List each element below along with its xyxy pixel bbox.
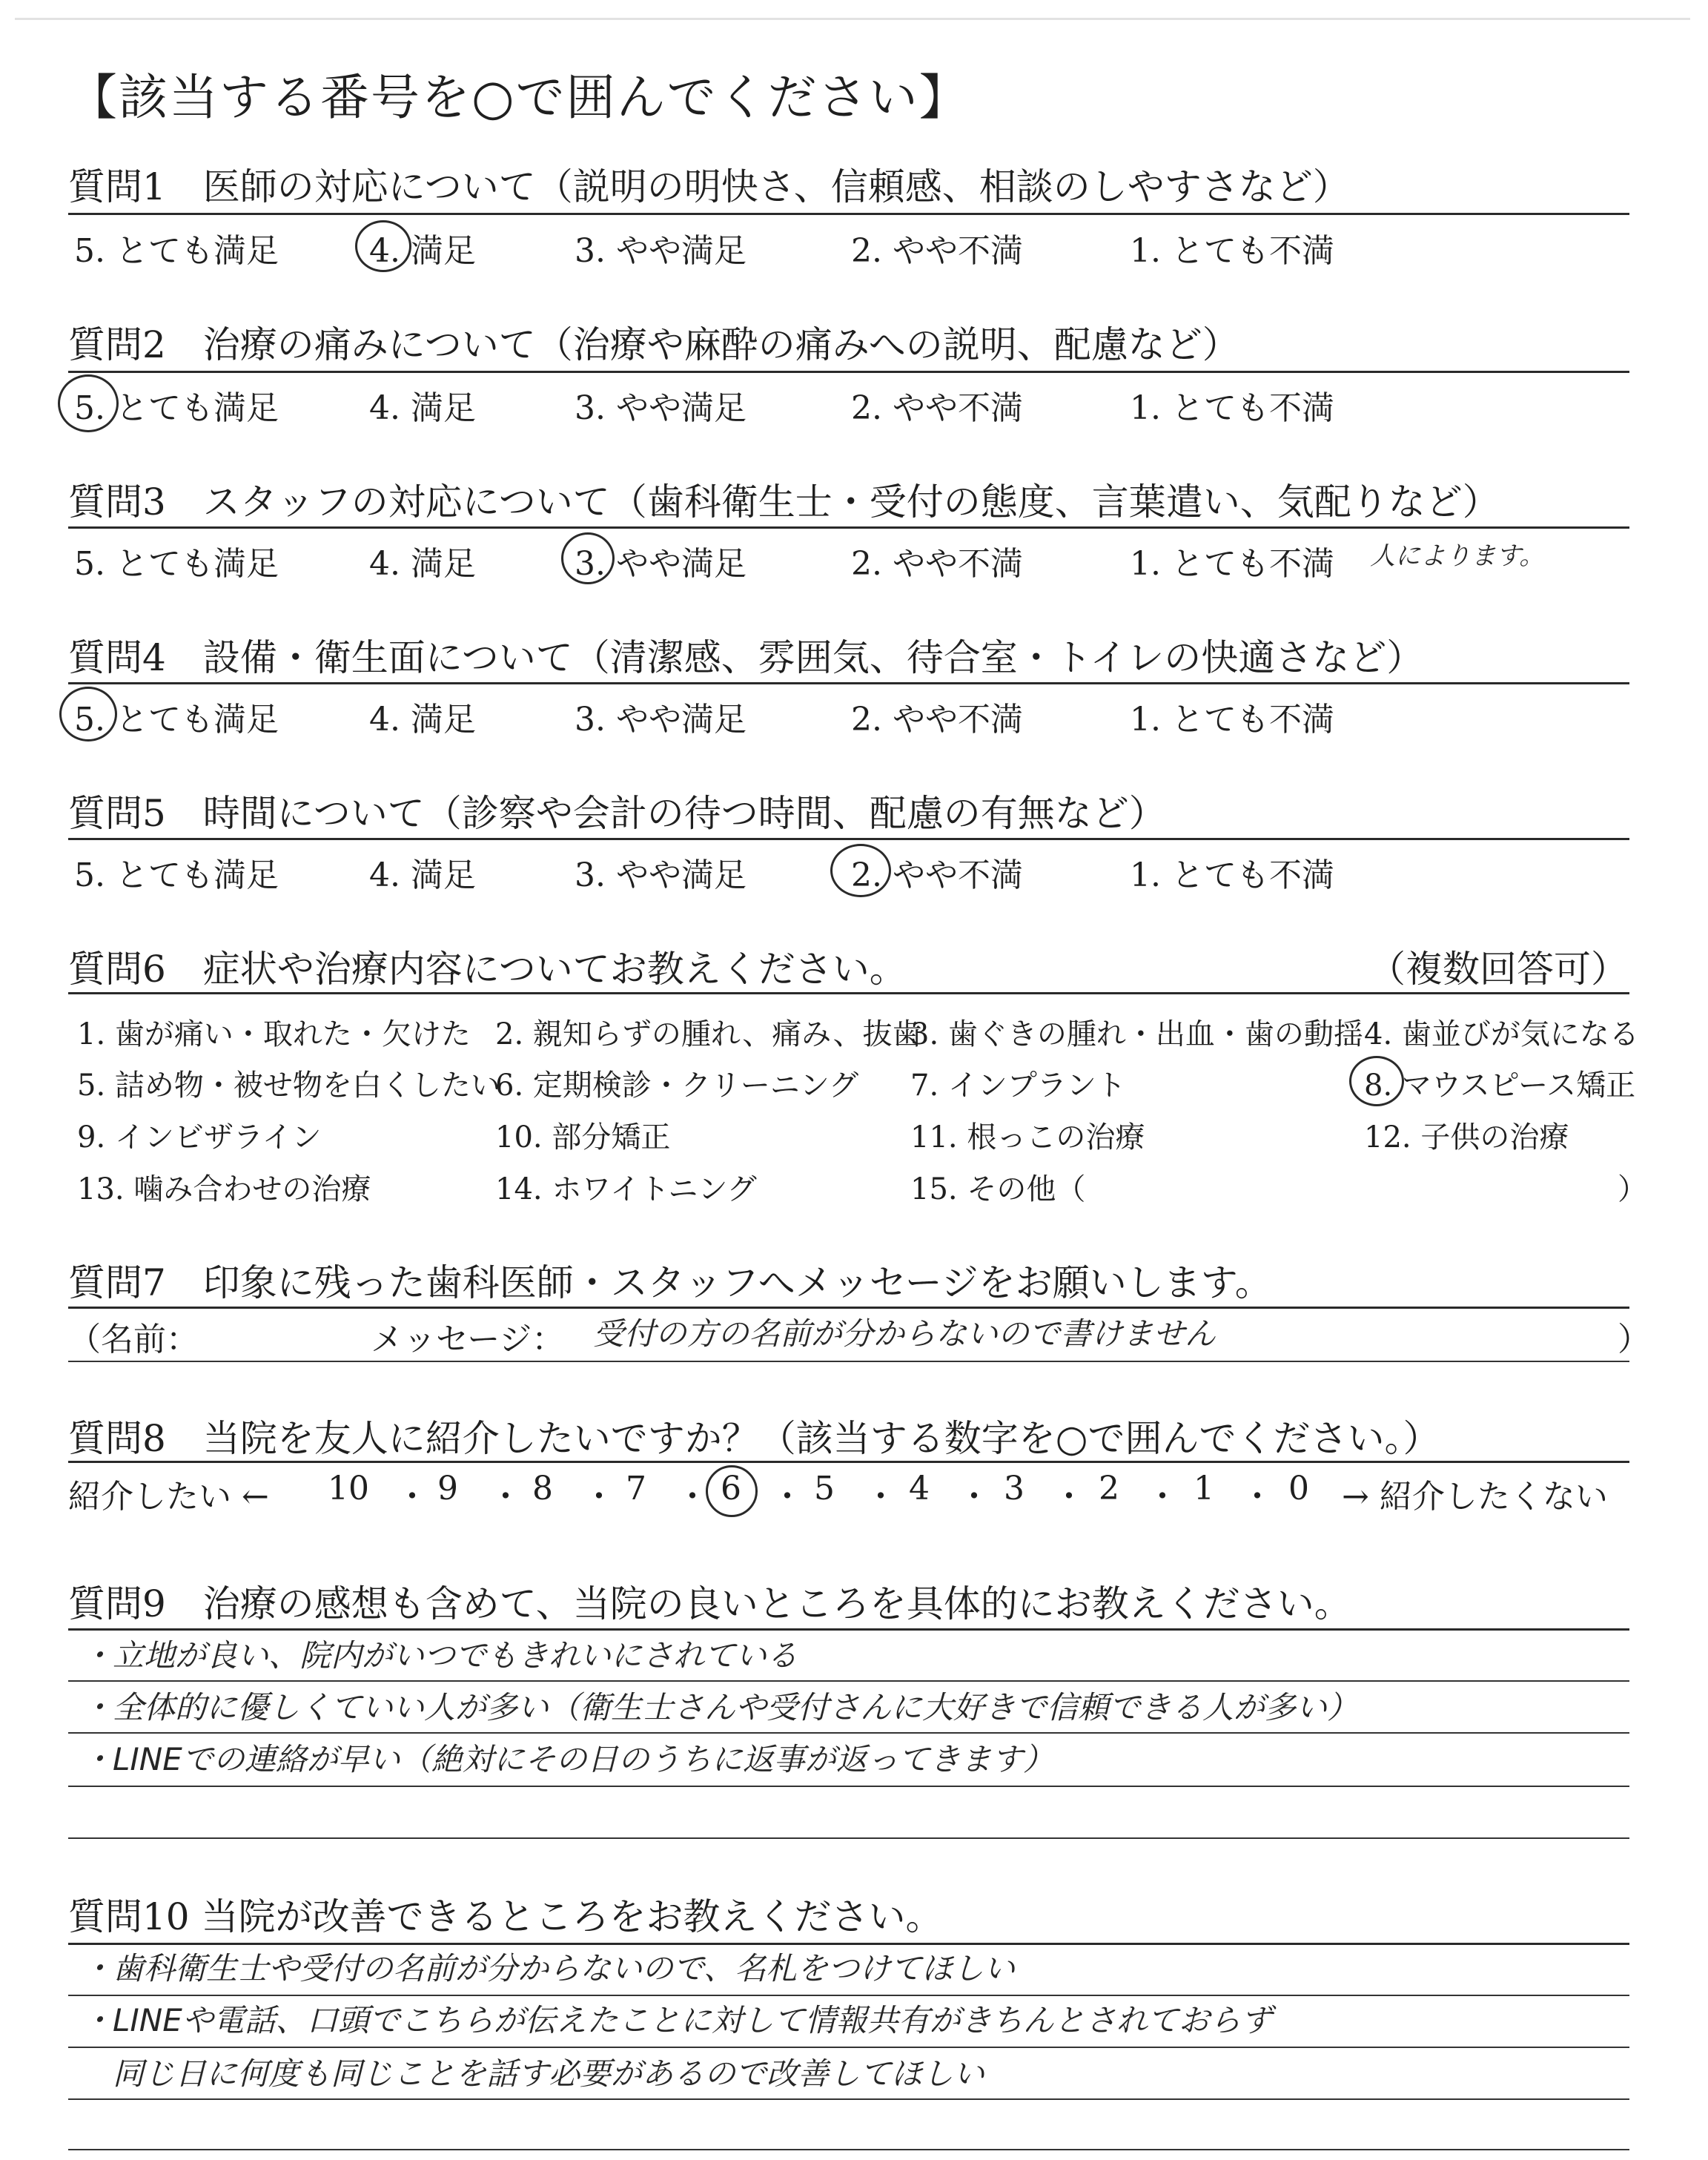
q9-line-rule [68, 1680, 1629, 1682]
q1-rule [68, 213, 1629, 215]
q2-title: 質問2 治療の痛みについて（治療や麻酔の痛みへの説明、配慮など） [68, 323, 1239, 366]
q9-rule [68, 1628, 1629, 1631]
q8-dot: ・ [958, 1478, 990, 1516]
q6-option-1[interactable]: 1. 歯が痛い・取れた・欠けた [77, 1017, 471, 1051]
q7-title: 質問7 印象に残った歯科医師・スタッフへメッセージをお願いします。 [68, 1261, 1272, 1304]
q2-selection-circle [58, 374, 119, 432]
q2-option-1[interactable]: 1. とても不満 [1130, 389, 1334, 427]
q6-option-15[interactable]: 15. その他（ [910, 1172, 1086, 1206]
q6-option-11[interactable]: 11. 根っこの治療 [910, 1120, 1145, 1155]
q1-option-5[interactable]: 5. とても満足 [74, 232, 279, 270]
q6-option-3[interactable]: 3. 歯ぐきの腫れ・出血・歯の動揺 [910, 1017, 1363, 1051]
q8-dot: ・ [489, 1478, 522, 1516]
q8-dot: ・ [864, 1478, 897, 1516]
q9-line-rule [68, 1786, 1629, 1787]
q3-option-1[interactable]: 1. とても不満 [1130, 545, 1334, 583]
q8-title: 質問8 当院を友人に紹介したいですか？（該当する数字を○で囲んでください。） [68, 1417, 1440, 1460]
q10-answer-line-1[interactable]: ・歯科衛生士や受付の名前が分からないので、名札をつけてほしい [82, 1950, 1016, 1986]
q8-dot: ・ [1053, 1478, 1085, 1516]
q6-option-9[interactable]: 9. インビザライン [77, 1120, 322, 1155]
q10-line-rule [68, 2149, 1629, 2150]
q8-scale-6[interactable]: 6 [721, 1470, 741, 1507]
q8-scale-9[interactable]: 9 [437, 1470, 458, 1507]
q6-option-13[interactable]: 13. 噛み合わせの治療 [77, 1172, 371, 1206]
q9-line-rule [68, 1837, 1629, 1839]
q8-scale-1[interactable]: 1 [1194, 1470, 1214, 1507]
q7-message-text[interactable]: 受付の方の名前が分からないので書けません [593, 1315, 1217, 1352]
q6-option-15-close: ） [1618, 1172, 1647, 1206]
q8-scale-10[interactable]: 10 [328, 1470, 369, 1507]
q6-option-2[interactable]: 2. 親知らずの腫れ、痛み、抜歯 [495, 1017, 922, 1051]
q1-option-4[interactable]: 4. 満足 [369, 232, 476, 270]
q4-option-4[interactable]: 4. 満足 [369, 701, 476, 739]
q3-option-4[interactable]: 4. 満足 [369, 545, 476, 583]
q8-scale-8[interactable]: 8 [532, 1470, 553, 1507]
q1-option-2[interactable]: 2. やや不満 [851, 232, 1023, 270]
q5-option-2[interactable]: 2. やや不満 [851, 856, 1023, 894]
q4-title: 質問4 設備・衛生面について（清潔感、雰囲気、待合室・トイレの快適さなど） [68, 636, 1424, 679]
q3-option-5[interactable]: 5. とても満足 [74, 545, 279, 583]
q1-option-3[interactable]: 3. やや満足 [575, 232, 747, 270]
q6-option-6[interactable]: 6. 定期検診・クリーニング [495, 1069, 859, 1103]
q5-option-5[interactable]: 5. とても満足 [74, 856, 279, 894]
q7-rule [68, 1307, 1629, 1309]
q6-rule [68, 992, 1629, 994]
q10-answer-line-2[interactable]: ・LINEや電話、口頭でこちらが伝えたことに対して情報共有がきちんとされておらず [82, 2002, 1272, 2038]
q9-answer-line-1[interactable]: ・立地が良い、院内がいつでもきれいにされている [82, 1637, 798, 1674]
q6-option-10[interactable]: 10. 部分矯正 [495, 1120, 671, 1155]
q8-scale-5[interactable]: 5 [814, 1470, 835, 1507]
q6-option-4[interactable]: 4. 歯並びが気になる [1364, 1017, 1639, 1051]
q1-selection-circle [355, 220, 411, 272]
q5-option-3[interactable]: 3. やや満足 [575, 856, 747, 894]
q10-answer-line-3[interactable]: 同じ日に何度も同じことを話す必要があるので改善してほしい [82, 2055, 985, 2092]
q9-title: 質問9 治療の感想も含めて、当院の良いところを具体的にお教えください。 [68, 1582, 1351, 1625]
q8-selection-circle [706, 1465, 758, 1517]
q3-handwritten-note: 人によります。 [1370, 541, 1545, 571]
q1-title: 質問1 医師の対応について（説明の明快さ、信頼感、相談のしやすさなど） [68, 165, 1350, 208]
q4-option-3[interactable]: 3. やや満足 [575, 701, 747, 739]
q9-answer-line-3[interactable]: ・LINEでの連絡が早い（絶対にその日のうちに返事が返ってきます） [82, 1741, 1054, 1777]
q6-option-8[interactable]: 8. マウスピース矯正 [1364, 1069, 1636, 1103]
q8-rule [68, 1461, 1629, 1463]
q3-title: 質問3 スタッフの対応について（歯科衛生士・受付の態度、言葉遣い、気配りなど） [68, 480, 1500, 524]
q8-dot: ・ [771, 1478, 804, 1516]
q8-scale-4[interactable]: 4 [909, 1470, 930, 1507]
q3-selection-circle [561, 532, 615, 584]
q8-left-label: 紹介したい ← [68, 1478, 269, 1516]
q5-option-4[interactable]: 4. 満足 [369, 856, 476, 894]
q2-option-2[interactable]: 2. やや不満 [851, 389, 1023, 427]
q8-dot: ・ [1241, 1478, 1274, 1516]
page-title: 【該当する番号を○で囲んでください】 [68, 69, 970, 126]
q8-dot: ・ [1146, 1478, 1179, 1516]
q5-selection-circle [830, 844, 891, 897]
q2-rule [68, 371, 1629, 373]
q4-option-5[interactable]: 5. とても満足 [74, 701, 279, 739]
q10-line-rule [68, 2047, 1629, 2048]
q4-selection-circle [59, 687, 117, 742]
q2-option-4[interactable]: 4. 満足 [369, 389, 476, 427]
q8-right-label: → 紹介したくない [1342, 1478, 1608, 1516]
q7-name-label: （名前： [68, 1321, 199, 1358]
q4-rule [68, 682, 1629, 684]
q6-option-5[interactable]: 5. 詰め物・被せ物を白くしたい [77, 1069, 500, 1103]
q6-option-7[interactable]: 7. インプラント [910, 1069, 1126, 1103]
q4-option-1[interactable]: 1. とても不満 [1130, 701, 1334, 739]
q9-answer-line-2[interactable]: ・全体的に優しくていい人が多い（衛生士さんや受付さんに大好きで信頼できる人が多い） [82, 1689, 1359, 1725]
q7-message-label: メッセージ： [371, 1321, 565, 1358]
q3-option-2[interactable]: 2. やや不満 [851, 545, 1023, 583]
q3-option-3[interactable]: 3. やや満足 [575, 545, 747, 583]
q10-title: 質問10 当院が改善できるところをお教えください。 [68, 1895, 943, 1938]
q1-option-1[interactable]: 1. とても不満 [1130, 232, 1334, 270]
q8-scale-0[interactable]: 0 [1288, 1470, 1309, 1507]
q8-scale-3[interactable]: 3 [1004, 1470, 1025, 1507]
page-top-rule [15, 18, 1690, 20]
q8-scale-7[interactable]: 7 [626, 1470, 646, 1507]
q9-line-rule [68, 1732, 1629, 1734]
q5-title: 質問5 時間について（診察や会計の待つ時間、配慮の有無など） [68, 792, 1166, 835]
q6-option-14[interactable]: 14. ホワイトニング [495, 1172, 757, 1206]
q10-line-rule [68, 2098, 1629, 2100]
q2-option-3[interactable]: 3. やや満足 [575, 389, 747, 427]
q7-bottom-rule [68, 1361, 1629, 1362]
q8-dot: ・ [396, 1478, 428, 1516]
q6-option-12[interactable]: 12. 子供の治療 [1364, 1120, 1569, 1155]
q6-title: 質問6 症状や治療内容についてお教えください。 [68, 948, 907, 991]
q5-rule [68, 838, 1629, 840]
q5-option-1[interactable]: 1. とても不満 [1130, 856, 1334, 894]
q8-scale-2[interactable]: 2 [1099, 1470, 1119, 1507]
q7-close-paren: ） [1618, 1321, 1650, 1358]
q6-selection-circle [1349, 1056, 1404, 1106]
q8-dot: ・ [583, 1478, 615, 1516]
q8-dot: ・ [676, 1478, 709, 1516]
q6-multi-note: （複数回答可） [1368, 948, 1628, 991]
q4-option-2[interactable]: 2. やや不満 [851, 701, 1023, 739]
q3-rule [68, 526, 1629, 529]
q2-option-5[interactable]: 5. とても満足 [74, 389, 279, 427]
